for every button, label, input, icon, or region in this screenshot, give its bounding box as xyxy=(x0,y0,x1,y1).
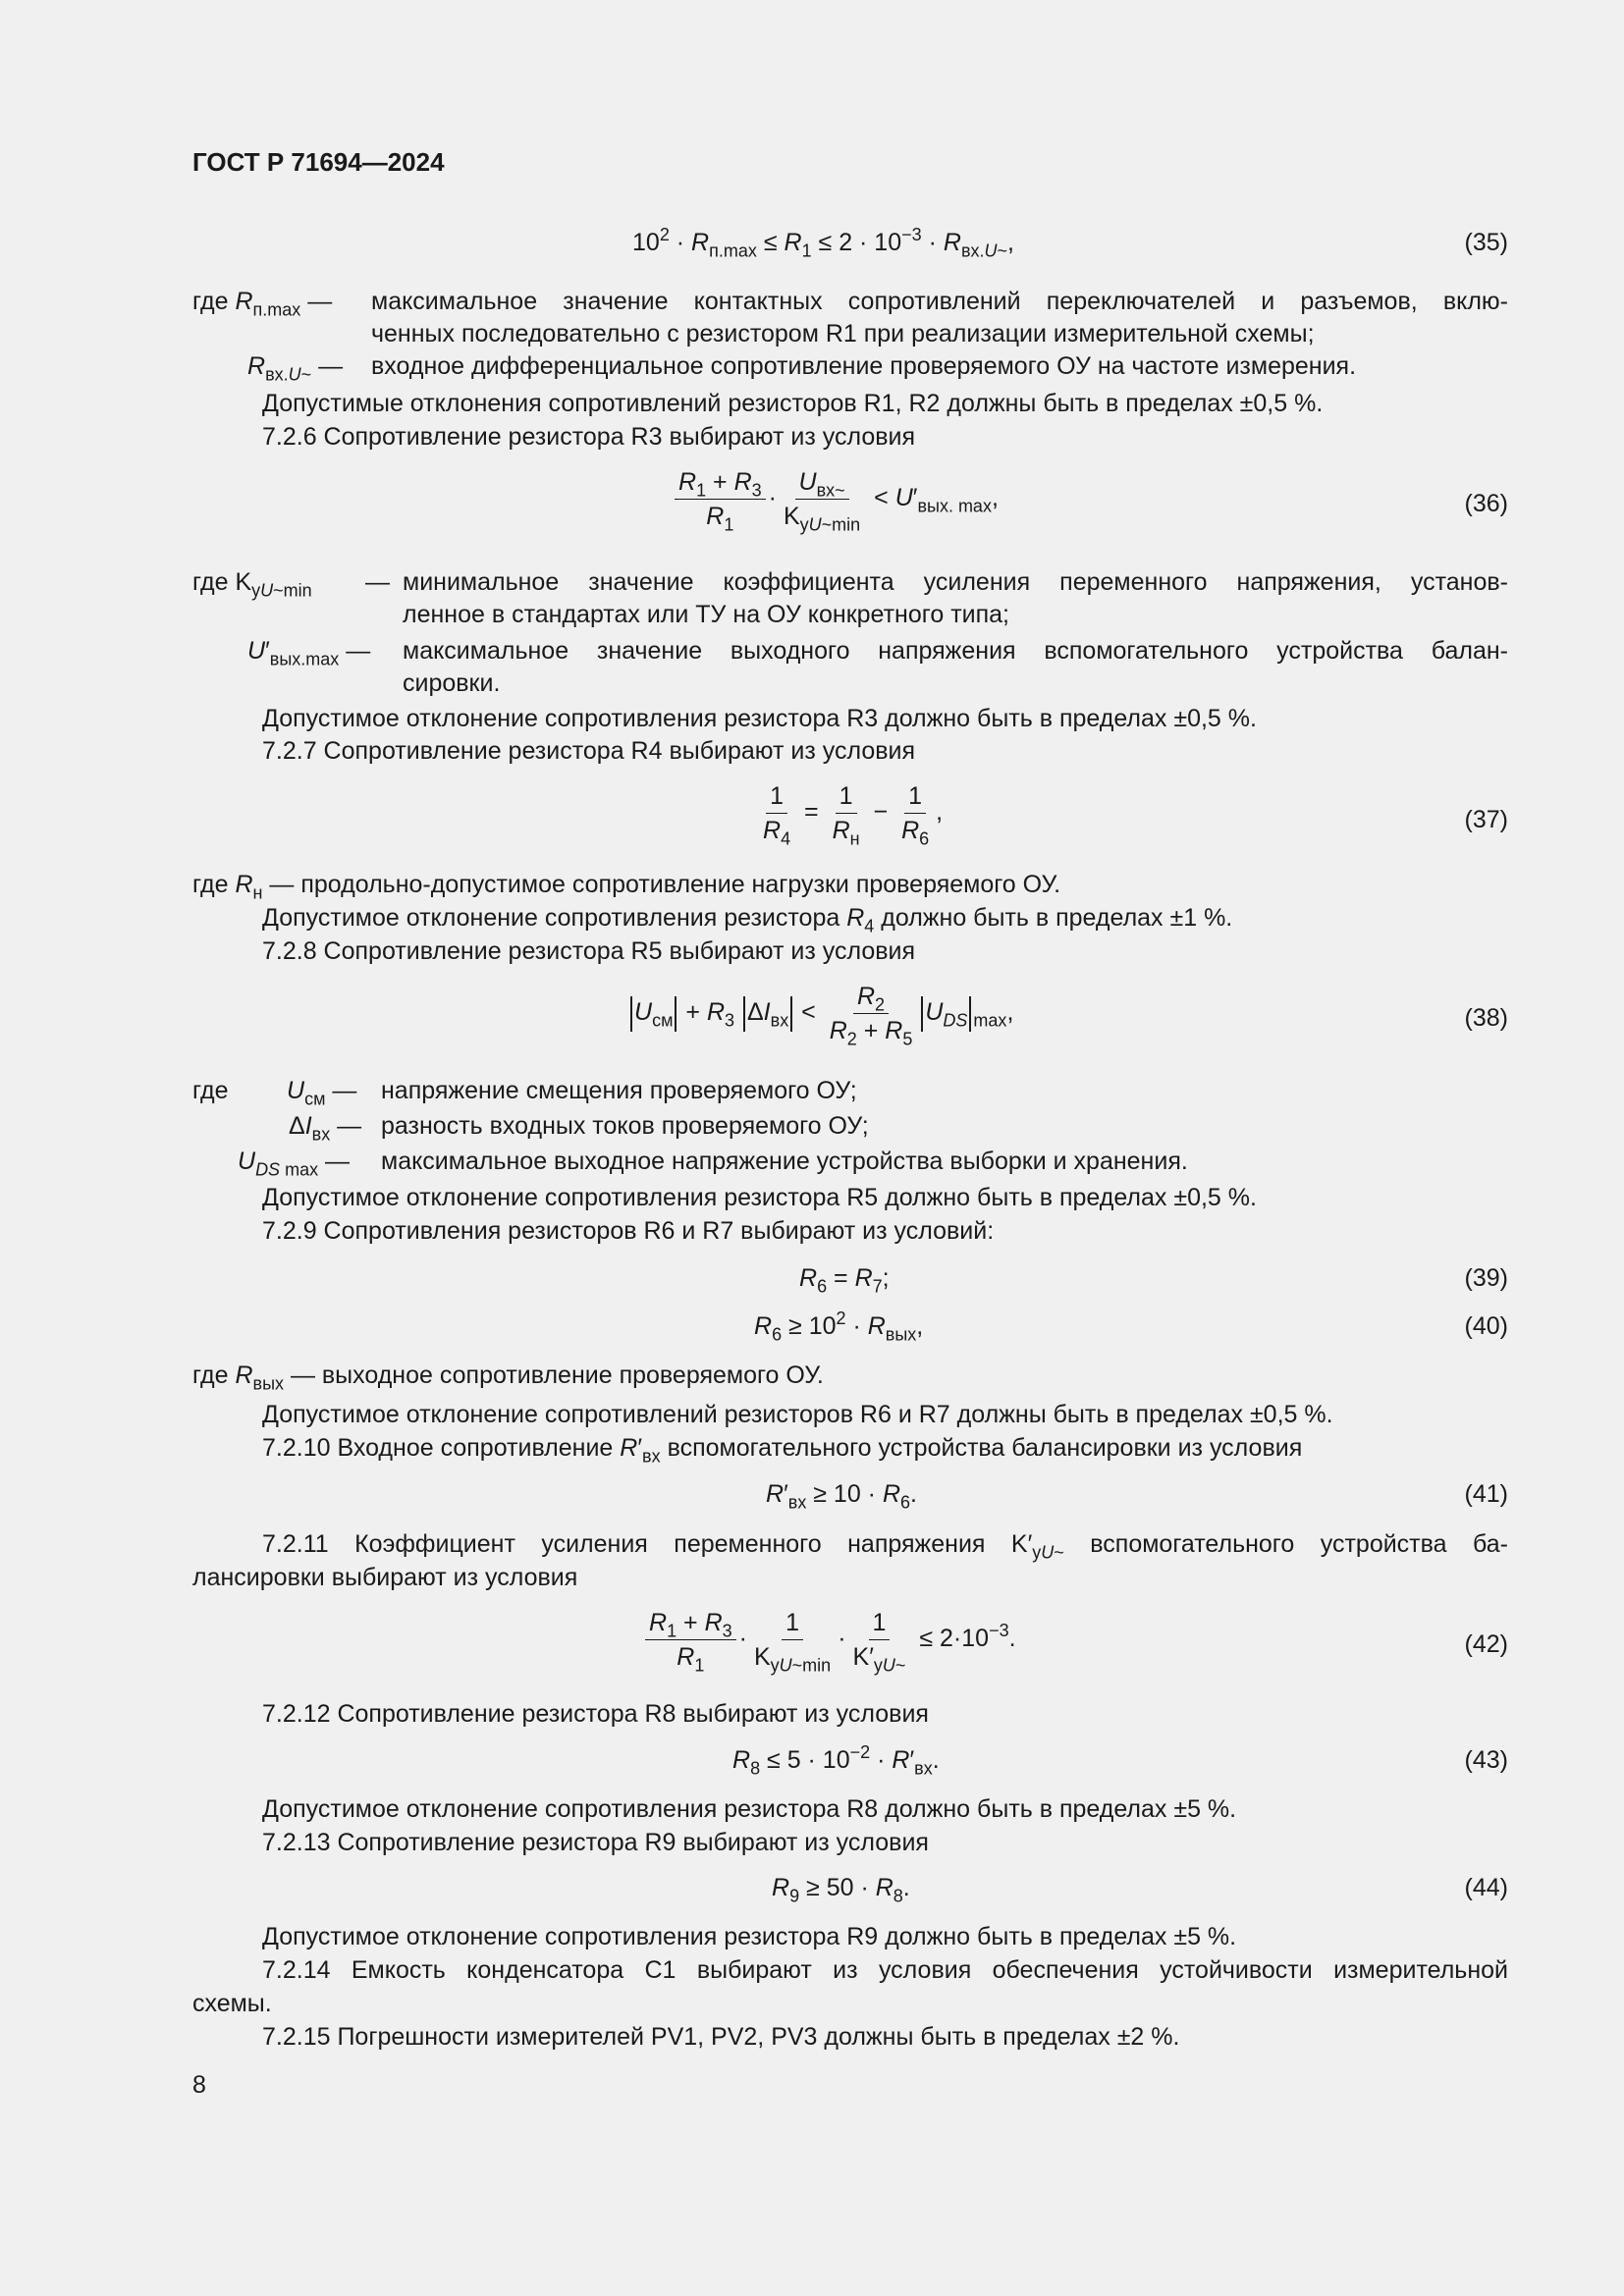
formula-42: $\frac{R_1 + R_3}{R_1}$ · $\frac{1}{K_{yU\sim min}}$ · $\frac{1}{K'_{yU\sim}}$ ≤ $2\cdot 10^{-3}$. xyxy=(642,1608,1016,1672)
paragraph: 7.2.11 Коэффициент усиления переменного напряжения $K'_{yU\sim}$ вспомогательного устройства ба- xyxy=(262,1530,1508,1563)
paragraph: Допустимое отклонение сопротивления резистора R8 должно быть в пределах ±5 %. xyxy=(262,1795,1237,1823)
definition-text: где $R_{вых}$ — выходное сопротивление проверяемого ОУ. xyxy=(192,1362,824,1394)
equation-number: (35) xyxy=(1464,229,1508,256)
formula-40: $R_6 \ge 10^2 \cdot R_{вых}$, xyxy=(754,1308,924,1345)
equation-number: (40) xyxy=(1464,1312,1508,1340)
definition-text: минимальное значение коэффициента усиления переменного напряжения, установ- xyxy=(403,568,1508,596)
formula-35: $10^2 \cdot R_{п.max} \le R_1 \le 2 \cdot 10^{-3} \cdot R_{вх.U\sim}$, xyxy=(632,225,1014,261)
equation-number: (43) xyxy=(1464,1746,1508,1774)
where-label: где $R_{п.max}$ — xyxy=(192,288,333,320)
paragraph: Допустимое отклонение сопротивления резистора $R_4$ должно быть в пределах ±1 %. xyxy=(262,904,1233,936)
formula-37: $\frac{1}{R_4}$ = $\frac{1}{R_н}$ − $\frac{1}{R_6}$ , xyxy=(763,782,944,849)
formula-36: $\frac{R_1 + R_3}{R_1}$ · $\frac{U_{вх\sim}}{K_{yU\sim min}}$ < $U'_{вых. max}$, xyxy=(672,467,999,531)
definition-text: напряжение смещения проверяемого ОУ; xyxy=(381,1077,857,1104)
where-label: где $K_{yU\sim min}$ xyxy=(192,568,312,601)
paragraph: 7.2.6 Сопротивление резистора R3 выбирают из условия xyxy=(262,423,916,451)
paragraph: 7.2.7 Сопротивление резистора R4 выбирают из условия xyxy=(262,737,916,765)
definition-text: ленное в стандартах или ТУ на ОУ конкретного типа; xyxy=(403,601,1009,628)
paragraph: 7.2.14 Емкость конденсатора С1 выбирают из условия обеспечения устойчивости измерительной xyxy=(262,1956,1508,1984)
equation-number: (36) xyxy=(1464,490,1508,517)
equation-number: (42) xyxy=(1464,1630,1508,1658)
paragraph: 7.2.15 Погрешности измерителей PV1, PV2, PV3 должны быть в пределах ±2 %. xyxy=(262,2023,1180,2051)
symbol-label: $R_{вх.U\sim}$ — xyxy=(247,352,344,385)
formula-38: $U_{см} + R_3$ $\Delta I_{вх}$ < $\frac{R_2}{R_2 + R_5}$ $U_{DS}$ $_{max}$, xyxy=(628,982,1013,1045)
definition-text: разность входных токов проверяемого ОУ; xyxy=(381,1112,869,1140)
formula-41: $R'_{вх} \ge 10 \cdot R_6$. xyxy=(766,1480,917,1513)
definition-text: входное дифференциальное сопротивление проверяемого ОУ на частоте измерения. xyxy=(371,352,1357,380)
paragraph: Допустимое отклонение сопротивления резистора R9 должно быть в пределах ±5 %. xyxy=(262,1923,1237,1950)
paragraph: 7.2.9 Сопротивления резисторов R6 и R7 выбирают из условий: xyxy=(262,1217,995,1245)
equation-number: (37) xyxy=(1464,806,1508,833)
definition-text: максимальное значение выходного напряжения вспомогательного устройства балан- xyxy=(403,637,1508,665)
paragraph: 7.2.13 Сопротивление резистора R9 выбирают из условия xyxy=(262,1829,929,1856)
equation-number: (38) xyxy=(1464,1004,1508,1032)
paragraph: 7.2.8 Сопротивление резистора R5 выбирают из условия xyxy=(262,937,916,965)
symbol-label: $\Delta I_{вх}$ — xyxy=(289,1112,362,1145)
document-header: ГОСТ Р 71694—2024 xyxy=(192,147,445,177)
paragraph: Допустимые отклонения сопротивлений резисторов R1, R2 должны быть в пределах ±0,5 %. xyxy=(262,390,1324,417)
page-number: 8 xyxy=(192,2071,206,2099)
paragraph: Допустимое отклонение сопротивления резистора R5 должно быть в пределах ±0,5 %. xyxy=(262,1184,1257,1211)
definition-text: максимальное выходное напряжение устройства выборки и хранения. xyxy=(381,1148,1188,1175)
paragraph: схемы. xyxy=(192,1990,272,2017)
symbol-label: $U_{см}$ — xyxy=(287,1077,357,1109)
paragraph: Допустимое отклонение сопротивления резистора R3 должно быть в пределах ±0,5 %. xyxy=(262,705,1257,732)
definition-text: сировки. xyxy=(403,669,501,697)
formula-43: $R_8 \le 5 \cdot 10^{-2} \cdot R'_{вх}$. xyxy=(732,1742,940,1779)
formula-44: $R_9 \ge 50 \cdot R_8$. xyxy=(772,1874,910,1906)
paragraph: 7.2.12 Сопротивление резистора R8 выбирают из условия xyxy=(262,1700,929,1728)
where-label: где xyxy=(192,1077,229,1104)
paragraph: Допустимое отклонение сопротивлений резисторов R6 и R7 должны быть в пределах ±0,5 %. xyxy=(262,1401,1333,1428)
dash: — xyxy=(365,568,390,596)
equation-number: (39) xyxy=(1464,1264,1508,1292)
definition-text: ченных последовательно с резистором R1 при реализации измерительной схемы; xyxy=(371,320,1315,347)
formula-39: $R_6 = R_7$; xyxy=(799,1264,890,1297)
definition-text: где $R_н$ — продольно-допустимое сопротивление нагрузки проверяемого ОУ. xyxy=(192,871,1061,903)
paragraph: 7.2.10 Входное сопротивление $R'_{вх}$ вспомогательного устройства балансировки из условия xyxy=(262,1434,1303,1467)
symbol-label: $U_{DS max}$ — xyxy=(238,1148,351,1180)
definition-text: максимальное значение контактных сопротивлений переключателей и разъемов, вклю- xyxy=(371,288,1508,315)
paragraph: лансировки выбирают из условия xyxy=(192,1564,578,1591)
symbol-label: $U'_{вых.max}$ — xyxy=(247,637,371,669)
equation-number: (44) xyxy=(1464,1874,1508,1901)
equation-number: (41) xyxy=(1464,1480,1508,1508)
